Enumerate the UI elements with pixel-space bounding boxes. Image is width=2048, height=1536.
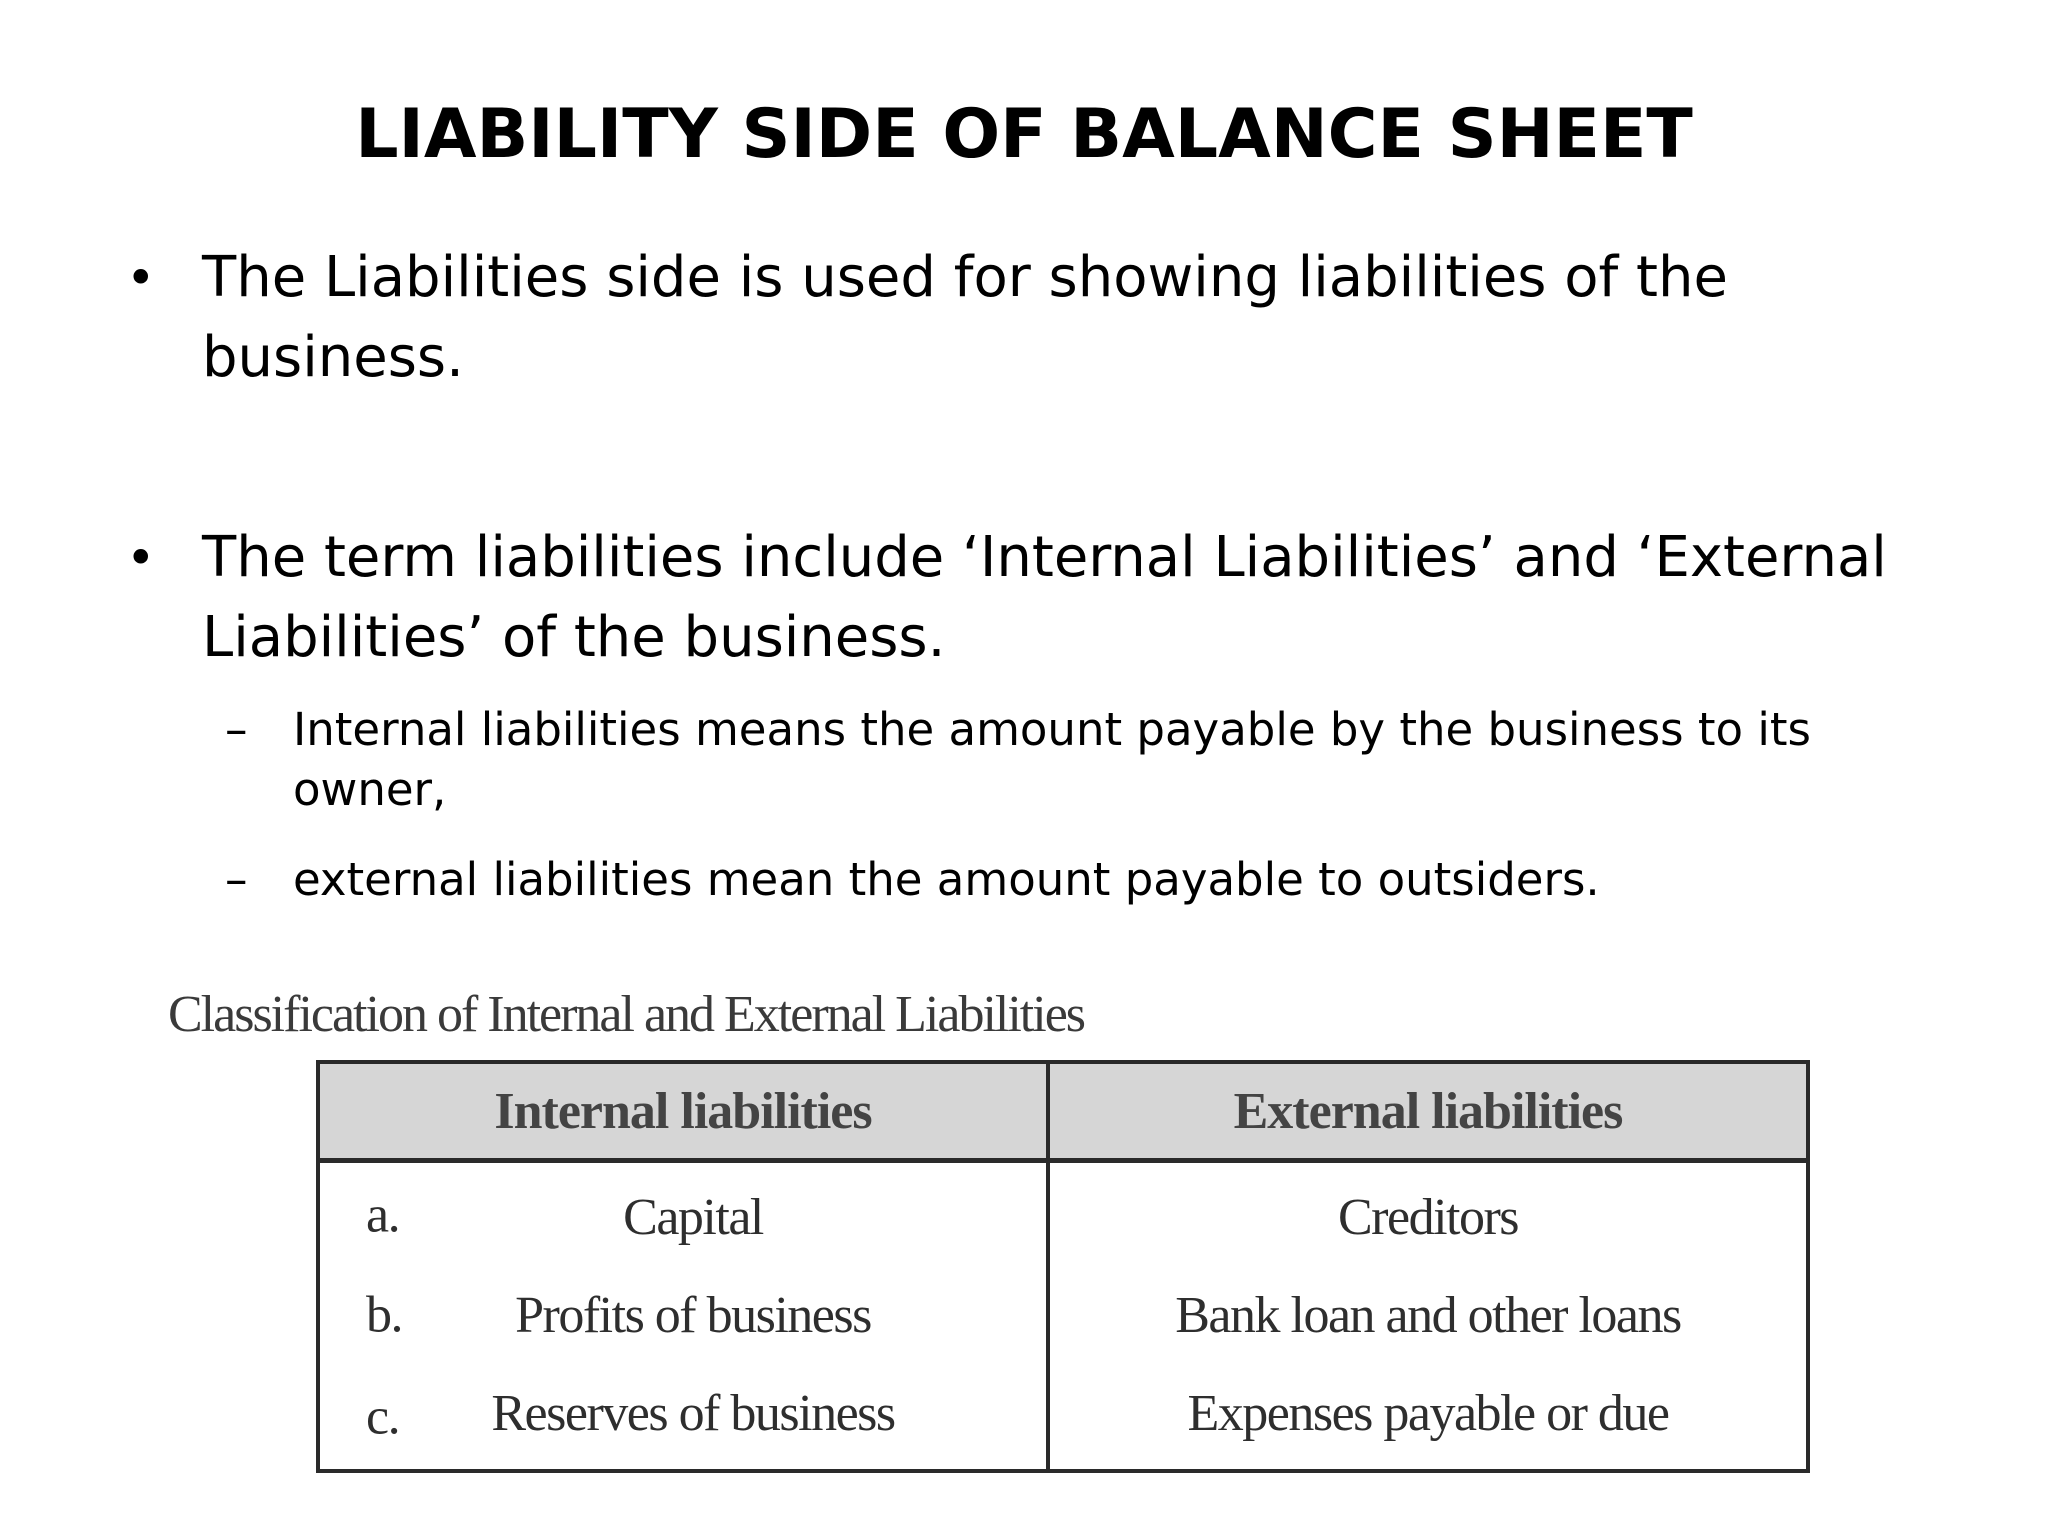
bullet-item	[120, 238, 1930, 398]
sub-bullet-item	[225, 700, 1925, 820]
external-item: Creditors	[1337, 1188, 1519, 1246]
table-row	[318, 1266, 1808, 1364]
sub-bullet-text: Internal liabilities means the amount payable by the business to its owner,	[293, 703, 1811, 816]
header-external: External liabilities	[1048, 1062, 1808, 1161]
table-caption: Classification of Internal and External Liabilities	[168, 986, 1085, 1043]
bullet-text: The Liabilities side is used for showing liabilities of the business.	[202, 245, 1728, 390]
sub-bullet-marker: –	[225, 703, 248, 756]
header-internal: Internal liabilities	[318, 1062, 1048, 1161]
table-row	[318, 1161, 1808, 1267]
row-letter: c.	[366, 1388, 400, 1445]
table-row	[318, 1364, 1808, 1471]
slide-title: LIABILITY SIDE OF BALANCE SHEET	[355, 95, 1693, 174]
bullet-text: The term liabilities include ‘Internal Liabilities’ and ‘External Liabilities’ of the business.	[202, 525, 1887, 670]
row-letter: a.	[366, 1186, 400, 1243]
internal-cell	[318, 1266, 1048, 1364]
row-letter: b.	[366, 1286, 402, 1344]
internal-cell	[318, 1364, 1048, 1471]
bullet-marker: •	[126, 249, 156, 307]
bullet-marker: •	[126, 529, 156, 587]
liabilities-table	[316, 1060, 1810, 1473]
sub-bullet-item	[225, 850, 1925, 910]
internal-cell	[318, 1161, 1048, 1267]
sub-bullet-marker: –	[225, 853, 248, 906]
external-item: Expenses payable or due	[1187, 1384, 1669, 1442]
sub-bullet-text: external liabilities mean the amount payable to outsiders.	[293, 853, 1600, 906]
external-item: Bank loan and other loans	[1175, 1286, 1681, 1344]
internal-item: Capital	[623, 1188, 763, 1246]
internal-item: Reserves of business	[491, 1384, 895, 1442]
internal-item: Profits of business	[515, 1286, 871, 1344]
table-header-row	[318, 1062, 1808, 1161]
bullet-item	[120, 518, 1930, 678]
